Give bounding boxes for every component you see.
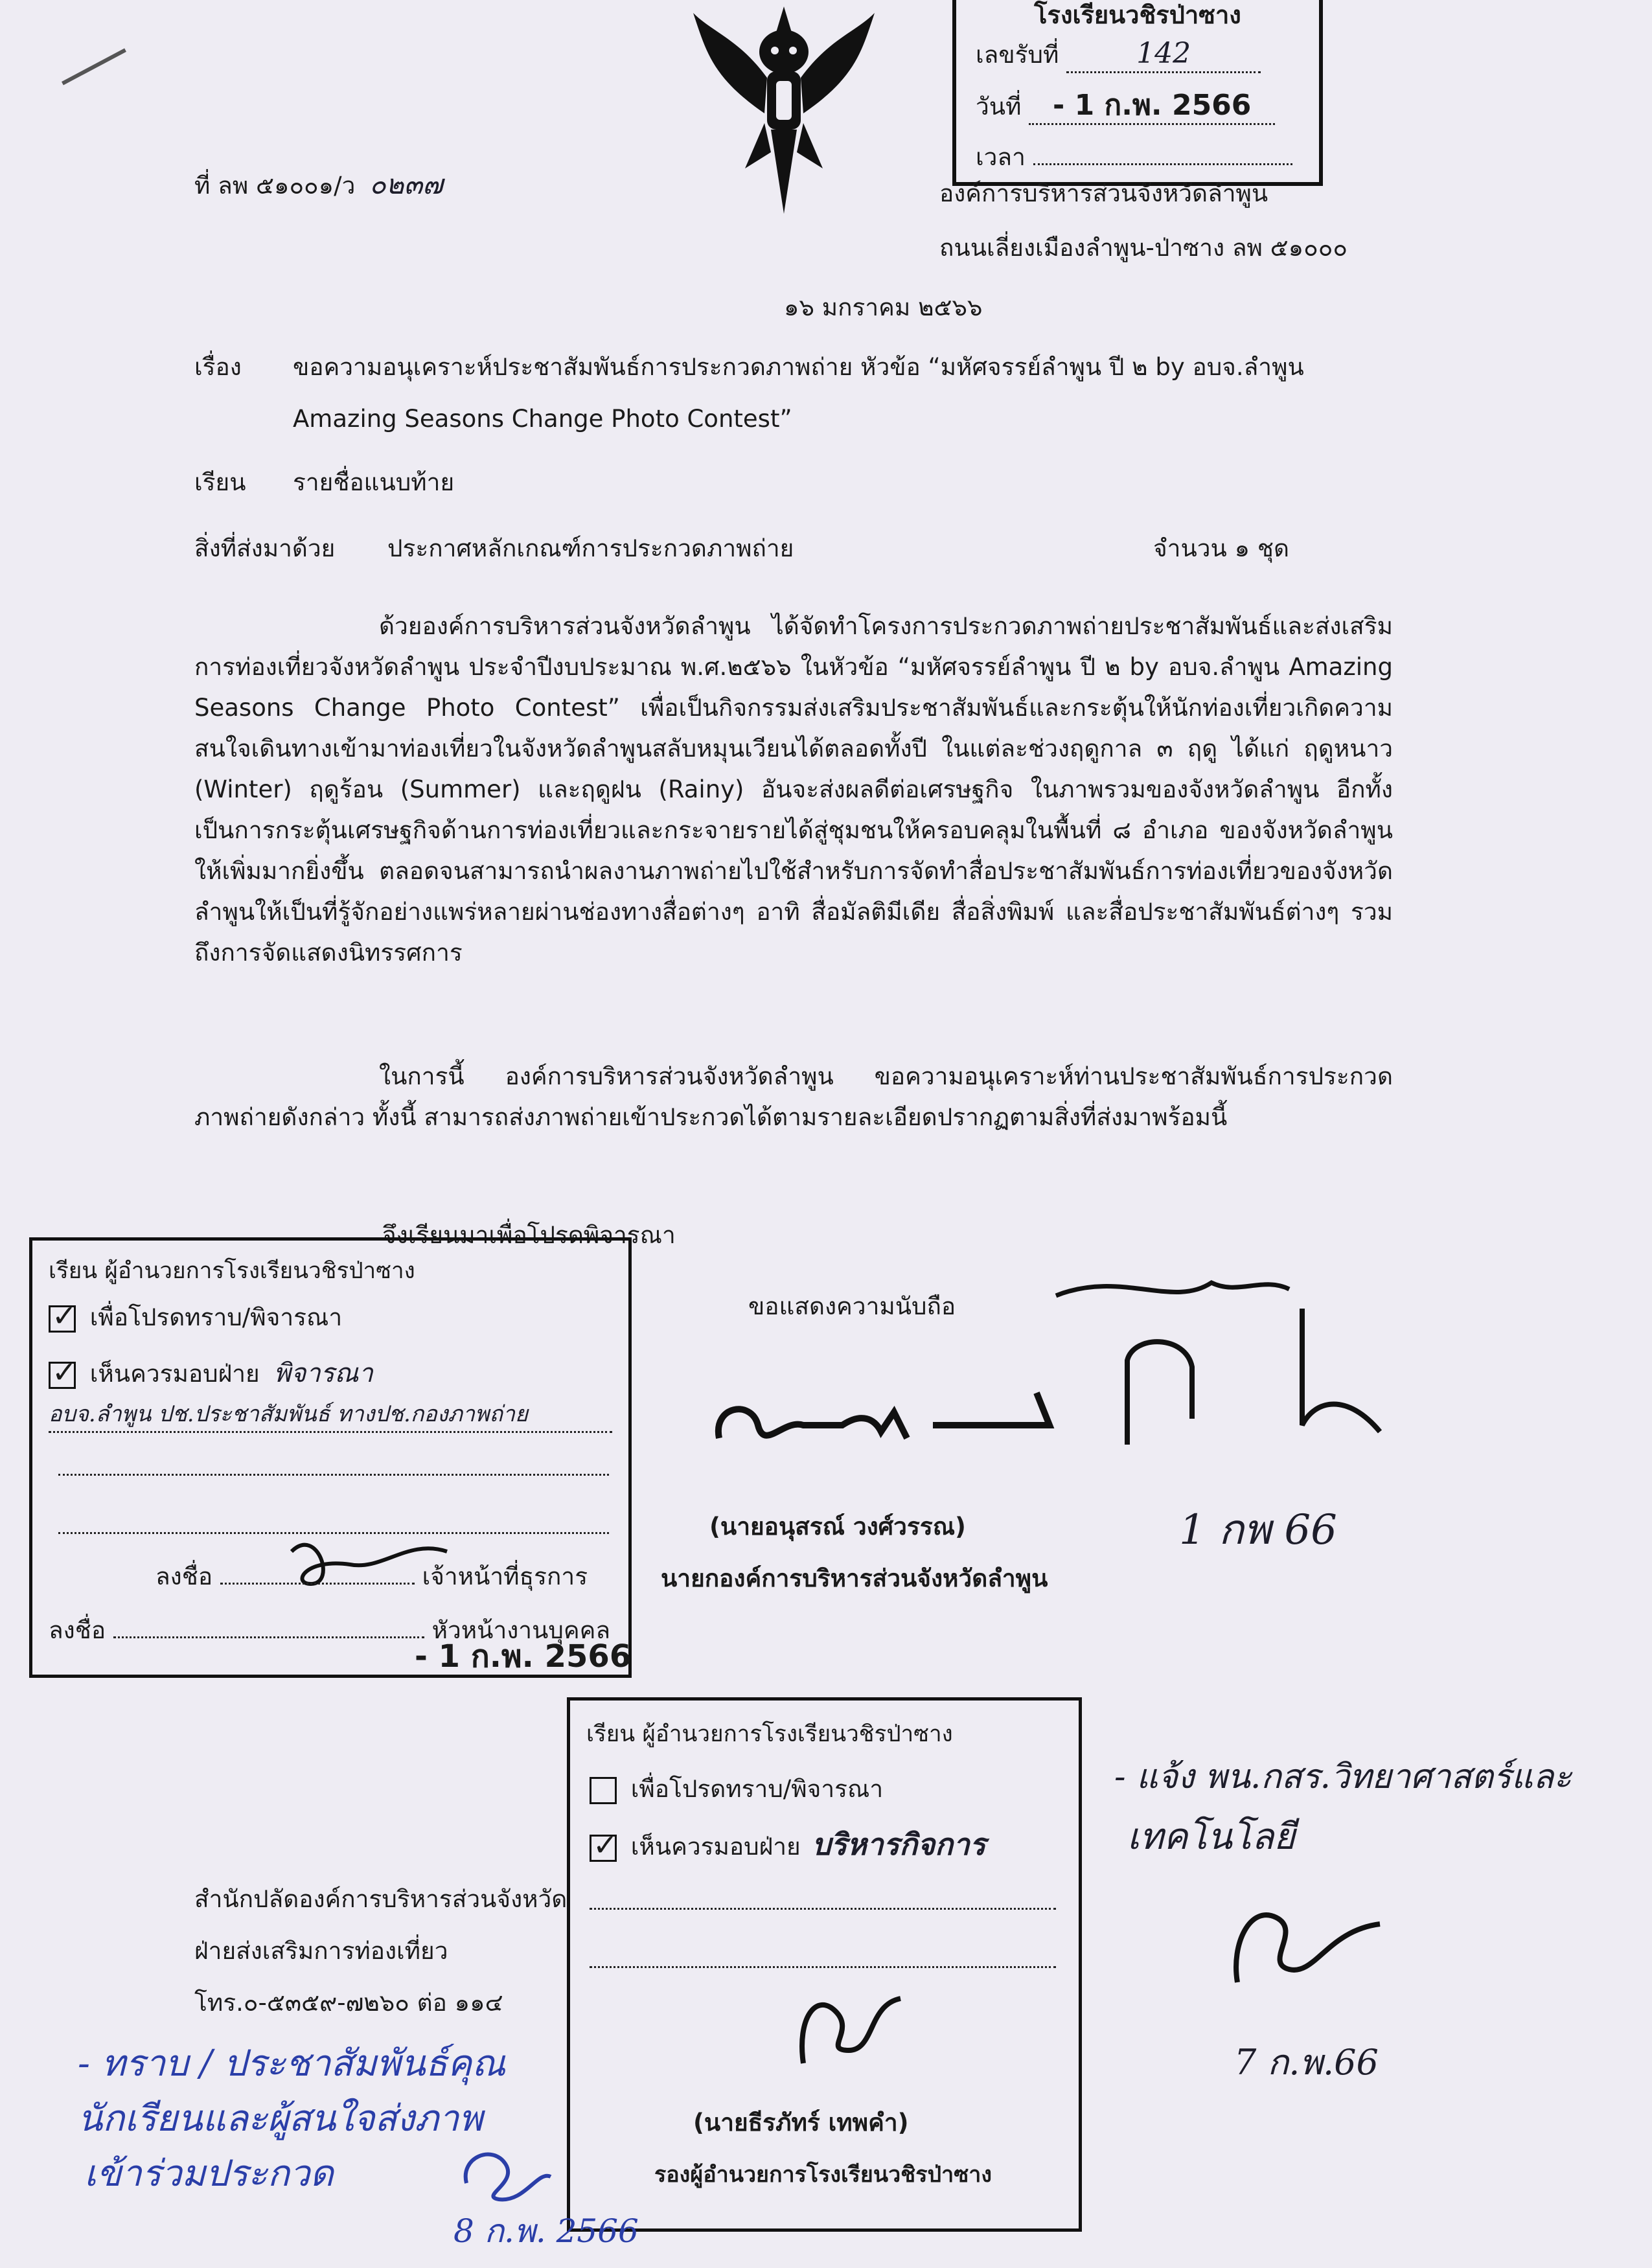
- handwritten-signature-right: [1224, 1879, 1393, 1995]
- received-no-value: 142: [1066, 36, 1261, 73]
- handwritten-note-line1: - แจ้ง พน.กสร.วิทยาศาสตร์และ: [1114, 1758, 1572, 1796]
- handwritten-initials: [1043, 1270, 1406, 1458]
- handwritten-date-right-2: 7 ก.พ.66: [1234, 2042, 1379, 2083]
- stamp1-sign-row-1: [155, 1559, 588, 1594]
- margin-mark: [62, 49, 126, 86]
- letter-date: ๑๖ มกราคม ๒๕๖๖: [784, 293, 983, 321]
- stamp2-option-2-label: เห็นควรมอบฝ่าย: [630, 1833, 801, 1861]
- to-value: รายชื่อแนบท้าย: [293, 468, 455, 496]
- stamp1-option-2-hand: พิจารณา: [273, 1358, 373, 1388]
- stamp2-checkbox-1: [590, 1777, 617, 1804]
- received-no-label: เลขรับที่: [976, 41, 1059, 69]
- routing-stamp-1: [29, 1237, 632, 1678]
- blue-date: 8 ก.พ. 2566: [453, 2212, 639, 2250]
- stamp1-checkbox-2: [49, 1362, 76, 1389]
- enclosure-value: ประกาศหลักเกณฑ์การประกวดภาพถ่าย: [387, 534, 794, 562]
- stamp1-sign-role-1: เจ้าหน้าที่ธุรการ: [422, 1563, 588, 1590]
- enclosure-label: สิ่งที่ส่งมาด้วย: [194, 534, 336, 562]
- stamp1-option-1: [49, 1300, 342, 1335]
- stamp2-checkbox-2: [590, 1835, 617, 1862]
- signature-scribble: [700, 1380, 1062, 1471]
- stamp1-title: เรียน ผู้อำนวยการโรงเรียนวชิรป่าซาง: [49, 1258, 415, 1284]
- signer-position: นายกองค์การบริหารส่วนจังหวัดลำพูน: [661, 1564, 1048, 1592]
- body-paragraph-2: ในการนี้ องค์การบริหารส่วนจังหวัดลำพูน ขอความอนุเคราะห์ท่านประชาสัมพันธ์การประกวดภาพถ่ายดังกล่าว ทั้งนี้ สามารถส่งภาพถ่ายเข้าประกวดได้ตามรายละเอียดปรากฏตามสิ่งที่ส่งมาพร้อมนี้: [194, 1062, 1393, 1131]
- stamp2-signature: [784, 1979, 913, 2076]
- reference-number: [194, 167, 443, 203]
- blue-note-line2: นักเรียนและผู้สนใจส่งภาพ: [78, 2098, 483, 2140]
- subject-line1: ขอความอนุเคราะห์ประชาสัมพันธ์การประกวดภาพถ่าย หัวข้อ “มหัศจรรย์ลำพูน ปี ๒ by อบจ.ลำพูน: [293, 353, 1304, 381]
- routing-stamp-2: [567, 1697, 1082, 2232]
- receipt-time-label: เวลา: [976, 143, 1026, 171]
- footer-dept: ฝ่ายส่งเสริมการท่องเที่ยว: [194, 1937, 448, 1965]
- stamp2-position: รองผู้อำนวยการโรงเรียนวชิรป่าซาง: [654, 2162, 992, 2188]
- ref-no-hand: ๐๒๓๗: [369, 168, 443, 200]
- blue-note-line3: เข้าร่วมประกวด: [84, 2153, 334, 2195]
- stamp2-option-2-hand: บริหารกิจการ: [812, 1827, 986, 1862]
- stamp2-option-1: [590, 1772, 883, 1807]
- stamp2-option-1-label: เพื่อโปรดทราบ/พิจารณา: [630, 1775, 884, 1803]
- stamp1-sign-role-2: หัวหน้างานบุคคล: [431, 1616, 611, 1644]
- receipt-stamp: [952, 0, 1323, 186]
- stamp1-hand-line: อบจ.ลำพูน ปช.ประชาสัมพันธ์ ทางปช.กองภาพถ่าย: [49, 1396, 612, 1433]
- footer-office: สำนักปลัดองค์การบริหารส่วนจังหวัด: [194, 1885, 568, 1913]
- receipt-date-value: - 1 ก.พ. 2566: [1029, 88, 1275, 125]
- subject-line2: Amazing Seasons Change Photo Contest”: [293, 405, 792, 433]
- stamp2-name: (นายธีรภัทร์ เทพคำ): [693, 2109, 909, 2136]
- to-label: เรียน: [194, 468, 246, 496]
- stamp1-sign-label-2: ลงชื่อ: [49, 1616, 106, 1644]
- handwritten-note-line2: เทคโนโลยี: [1127, 1816, 1296, 1858]
- ref-no-label: ที่ ลพ ๕๑๐๐๑/ว: [194, 172, 356, 200]
- blue-signature: [453, 2138, 557, 2209]
- stamp1-option-2: [49, 1356, 373, 1392]
- stamp1-checkbox-1: [49, 1305, 76, 1333]
- stamp1-date: - 1 ก.พ. 2566: [415, 1638, 632, 1675]
- footer-tel: โทร.๐-๕๓๕๙-๗๒๖๐ ต่อ ๑๑๔: [194, 1989, 503, 2017]
- org-name: องค์การบริหารส่วนจังหวัดลำพูน: [939, 179, 1268, 207]
- org-address: ถนนเลี่ยงเมืองลำพูน-ป่าซาง ลพ ๕๑๐๐๐: [939, 234, 1348, 262]
- blue-note-line1: - ทราบ / ประชาสัมพันธ์คุณ: [78, 2043, 506, 2085]
- body-paragraph-1: ด้วยองค์การบริหารส่วนจังหวัดลำพูน ได้จัดทำโครงการประกวดภาพถ่ายประชาสัมพันธ์และส่งเสริมการท่องเที่ยวจังหวัดลำพูน ประจำปีงบประมาณ พ.ศ.๒๕๖๖ ในหัวข้อ “มหัศจรรย์ลำพูน ปี ๒ by อบจ.ลำพูน Amazing Seasons Change Photo Contest” เพื่อเป็นกิจกรรมส่งเสริมประชาสัมพันธ์และกระตุ้นให้นักท่องเที่ยวเกิดความสนใจเดินทางเข้ามาท่องเที่ยวในจังหวัดลำพูนสลับหมุนเวียนได้ตลอดทั้งปี ในแต่ละช่วงฤดูกาล ๓ ฤดู ได้แก่ ฤดูหนาว (Winter) ฤดูร้อน (Summer) และฤดูฝน (Rainy) อันจะส่งผลดีต่อเศรษฐกิจ ในภาพรวมของจังหวัดลำพูน อีกทั้งเป็นการกระตุ้นเศรษฐกิจด้านการท่องเที่ยวและกระจายรายได้สู่ชุมชนให้ครอบคลุมในพื้นที่ ๘ อำเภอ ของจังหวัดลำพูนให้เพิ่มมากยิ่งขึ้น ตลอดจนสามารถนำผลงานภาพถ่ายไปใช้สำหรับการจัดทำสื่อประชาสัมพันธ์การท่องเที่ยวของจังหวัดลำพูนให้เป็นที่รู้จักอย่างแพร่หลายผ่านช่องทางสื่อต่างๆ อาทิ สื่อมัลติมีเดีย สื่อสิ่งพิมพ์ และสื่อประชาสัมพันธ์ต่างๆ รวมถึงการจัดแสดงนิทรรศการ: [194, 612, 1393, 967]
- signer-name: (นายอนุสรณ์ วงศ์วรรณ): [709, 1513, 966, 1541]
- regards: ขอแสดงความนับถือ: [748, 1292, 956, 1320]
- stamp1-option-1-label: เพื่อโปรดทราบ/พิจารณา: [89, 1303, 343, 1331]
- stamp1-option-2-label: เห็นควรมอบฝ่าย: [89, 1360, 260, 1388]
- subject-label: เรื่อง: [194, 353, 242, 381]
- closing-line: จึงเรียนมาเพื่อโปรดพิจารณา: [382, 1221, 676, 1249]
- receipt-stamp-title: โรงเรียนวชิรป่าซาง: [1034, 1, 1241, 29]
- stamp2-option-2: [590, 1827, 985, 1864]
- stamp2-title: เรียน ผู้อำนวยการโรงเรียนวชิรป่าซาง: [586, 1721, 953, 1747]
- stamp1-sign-label-1: ลงชื่อ: [155, 1563, 213, 1590]
- enclosure-qty: จำนวน ๑ ชุด: [1153, 534, 1289, 562]
- handwritten-date-right: 1 กพ 66: [1179, 1506, 1337, 1554]
- receipt-date-label: วันที่: [976, 93, 1022, 120]
- garuda-emblem: [687, 0, 881, 214]
